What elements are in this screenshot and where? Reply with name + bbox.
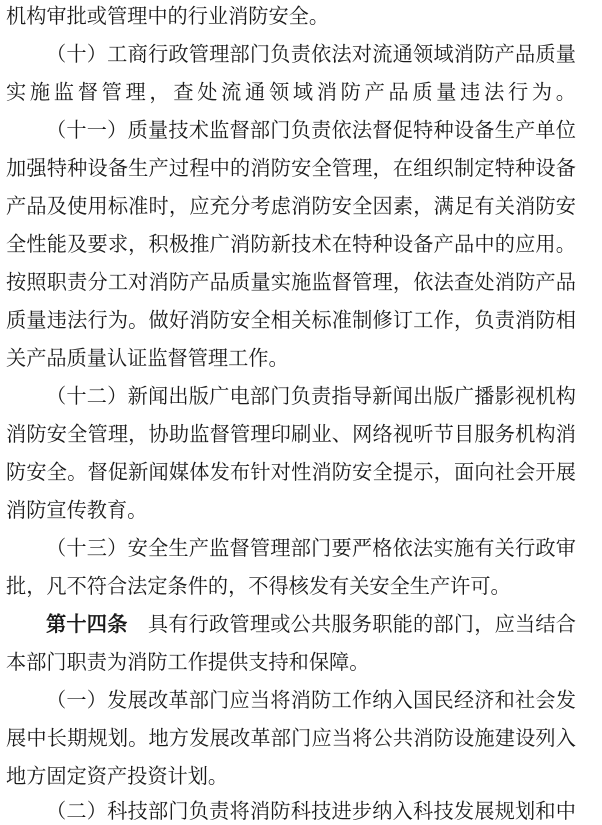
text-line: 关产品质量认证监督管理工作。: [6, 346, 289, 370]
text-line: 实施监督管理，查处流通领域消防产品质量违法行为。: [6, 80, 576, 104]
article-heading: 第十四条: [46, 612, 128, 636]
text-line: （十二）新闻出版广电部门负责指导新闻出版广播影视机构: [46, 384, 576, 408]
text-line: （十三）安全生产监督管理部门要严格依法实施有关行政审: [46, 536, 576, 560]
text-line: 地方固定资产投资计划。: [6, 764, 229, 788]
text-line: 消防安全管理，协助监督管理印刷业、网络视听节目服务机构消: [6, 422, 576, 446]
text-line: （十）工商行政管理部门负责依法对流通领域消防产品质量: [46, 42, 576, 66]
text-line: 防安全。督促新闻媒体发布针对性消防安全提示，面向社会开展: [6, 460, 576, 484]
text-line: （一）发展改革部门应当将消防工作纳入国民经济和社会发: [46, 688, 576, 712]
text-line: 消防宣传教育。: [6, 498, 148, 522]
text-line: 本部门职责为消防工作提供支持和保障。: [6, 650, 370, 674]
text-line: 批，凡不符合法定条件的，不得核发有关安全生产许可。: [6, 574, 511, 598]
article-line: [46, 610, 576, 638]
text-line: 展中长期规划。地方发展改革部门应当将公共消防设施建设列入: [6, 726, 576, 750]
text-line: 全性能及要求，积极推广消防新技术在特种设备产品中的应用。: [6, 232, 576, 256]
text-line: 机构审批或管理中的行业消防安全。: [6, 4, 330, 28]
text-line: （十一）质量技术监督部门负责依法督促特种设备生产单位: [46, 118, 576, 142]
text-line: 产品及使用标准时，应充分考虑消防安全因素，满足有关消防安: [6, 194, 576, 218]
text-line: 按照职责分工对消防产品质量实施监督管理，依法查处消防产品: [6, 270, 576, 294]
text-line: 加强特种设备生产过程中的消防安全管理，在组织制定特种设备: [6, 156, 576, 180]
article-text: 具有行政管理或公共服务职能的部门，应当结合: [147, 612, 576, 636]
text-line: （二）科技部门负责将消防科技进步纳入科技发展规划和中: [46, 799, 576, 823]
text-line: 质量违法行为。做好消防安全相关标准制修订工作，负责消防相: [6, 308, 576, 332]
